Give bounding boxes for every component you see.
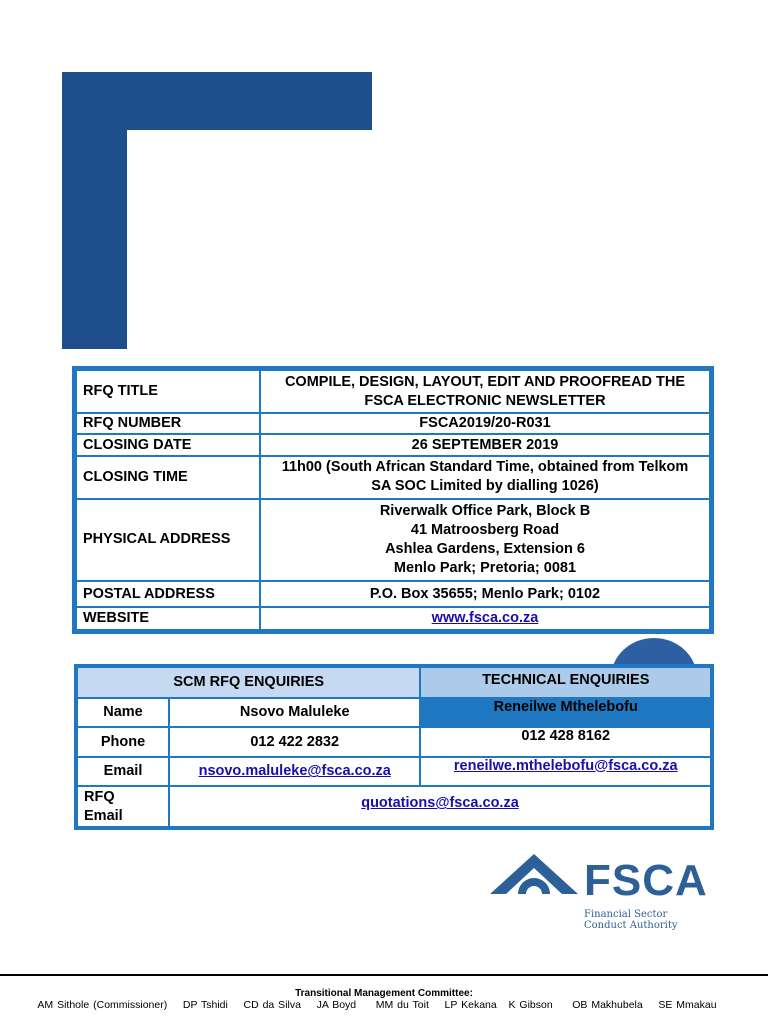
- physical-address-label: PHYSICAL ADDRESS: [77, 500, 259, 580]
- closing-time-label: CLOSING TIME: [77, 457, 259, 498]
- tech-phone: 012 428 8162: [421, 728, 710, 756]
- scm-enquiries-header: SCM RFQ ENQUIRIES: [78, 668, 419, 697]
- rfq-email-label-line1: RFQ: [84, 788, 115, 805]
- closing-time-value: [261, 457, 709, 498]
- phone-label: Phone: [78, 728, 168, 756]
- physical-address-line1: Riverwalk Office Park, Block B: [379, 502, 591, 519]
- rfq-title-line1: COMPILE, DESIGN, LAYOUT, EDIT AND PROOFREAD THE: [284, 373, 686, 390]
- email-label: Email: [78, 758, 168, 786]
- enquiries-table: [74, 664, 714, 830]
- website-label: WEBSITE: [77, 608, 259, 629]
- closing-date-value: 26 SEPTEMBER 2019: [261, 435, 709, 454]
- technical-enquiries-header: TECHNICAL ENQUIRIES: [421, 668, 710, 697]
- tech-email-cell: [421, 758, 710, 786]
- closing-time-line1: 11h00 (South African Standard Time, obtained from Telkom: [281, 459, 689, 476]
- physical-address-line4: Menlo Park; Pretoria; 0081: [393, 559, 577, 576]
- footer-divider: [0, 974, 768, 976]
- rfq-number-value: FSCA2019/20-R031: [261, 414, 709, 433]
- rfq-email-cell: [170, 787, 710, 826]
- fsca-logo: [488, 852, 720, 936]
- scm-email-cell: [170, 758, 419, 786]
- rfq-title-value: [261, 371, 709, 412]
- footer-committee-names: AM Sithole (Commissioner) DP Tshidi CD da Silva JA Boyd MM du Toit LP Kekana K Gibson OB Makhubela SE Mmakau: [37, 999, 717, 1011]
- closing-time-line2: SA SOC Limited by dialling 1026): [371, 478, 599, 495]
- postal-address-label: POSTAL ADDRESS: [77, 582, 259, 607]
- closing-date-label: CLOSING DATE: [77, 435, 259, 454]
- physical-address-line2: 41 Matroosberg Road: [410, 521, 560, 538]
- rfq-title-label: RFQ TITLE: [77, 371, 259, 412]
- scm-phone: 012 422 2832: [170, 728, 419, 756]
- rfq-number-label: RFQ NUMBER: [77, 414, 259, 433]
- logo-subtitle-line2: Conduct Authority: [584, 920, 678, 931]
- logo-wordmark: FSCA: [584, 856, 708, 905]
- website-cell: [261, 608, 709, 629]
- tech-email-link[interactable]: reneilwe.mthelebofu@fsca.co.za: [453, 757, 678, 774]
- rfq-title-line2: FSCA ELECTRONIC NEWSLETTER: [364, 392, 606, 409]
- scm-name: Nsovo Maluleke: [170, 699, 419, 727]
- name-label: Name: [78, 699, 168, 727]
- tech-name: Reneilwe Mthelebofu: [493, 698, 638, 715]
- rfq-email-label-line2: Email: [84, 807, 123, 824]
- logo-subtitle: [584, 909, 678, 931]
- rfq-email-label: [78, 787, 168, 826]
- rfq-details-table: [72, 366, 714, 634]
- rfq-email-link[interactable]: quotations@fsca.co.za: [361, 795, 519, 812]
- website-link[interactable]: www.fsca.co.za: [431, 610, 539, 627]
- postal-address-value: P.O. Box 35655; Menlo Park; 0102: [261, 582, 709, 607]
- roof-house-icon: [488, 852, 580, 902]
- corner-bar-vertical: [62, 72, 127, 349]
- scm-email-link[interactable]: nsovo.maluleke@fsca.co.za: [198, 763, 391, 780]
- footer-title: Transitional Management Committee:: [295, 988, 473, 999]
- logo-subtitle-line1: Financial Sector: [584, 909, 668, 920]
- physical-address-line3: Ashlea Gardens, Extension 6: [385, 540, 585, 557]
- physical-address-value: [261, 500, 709, 580]
